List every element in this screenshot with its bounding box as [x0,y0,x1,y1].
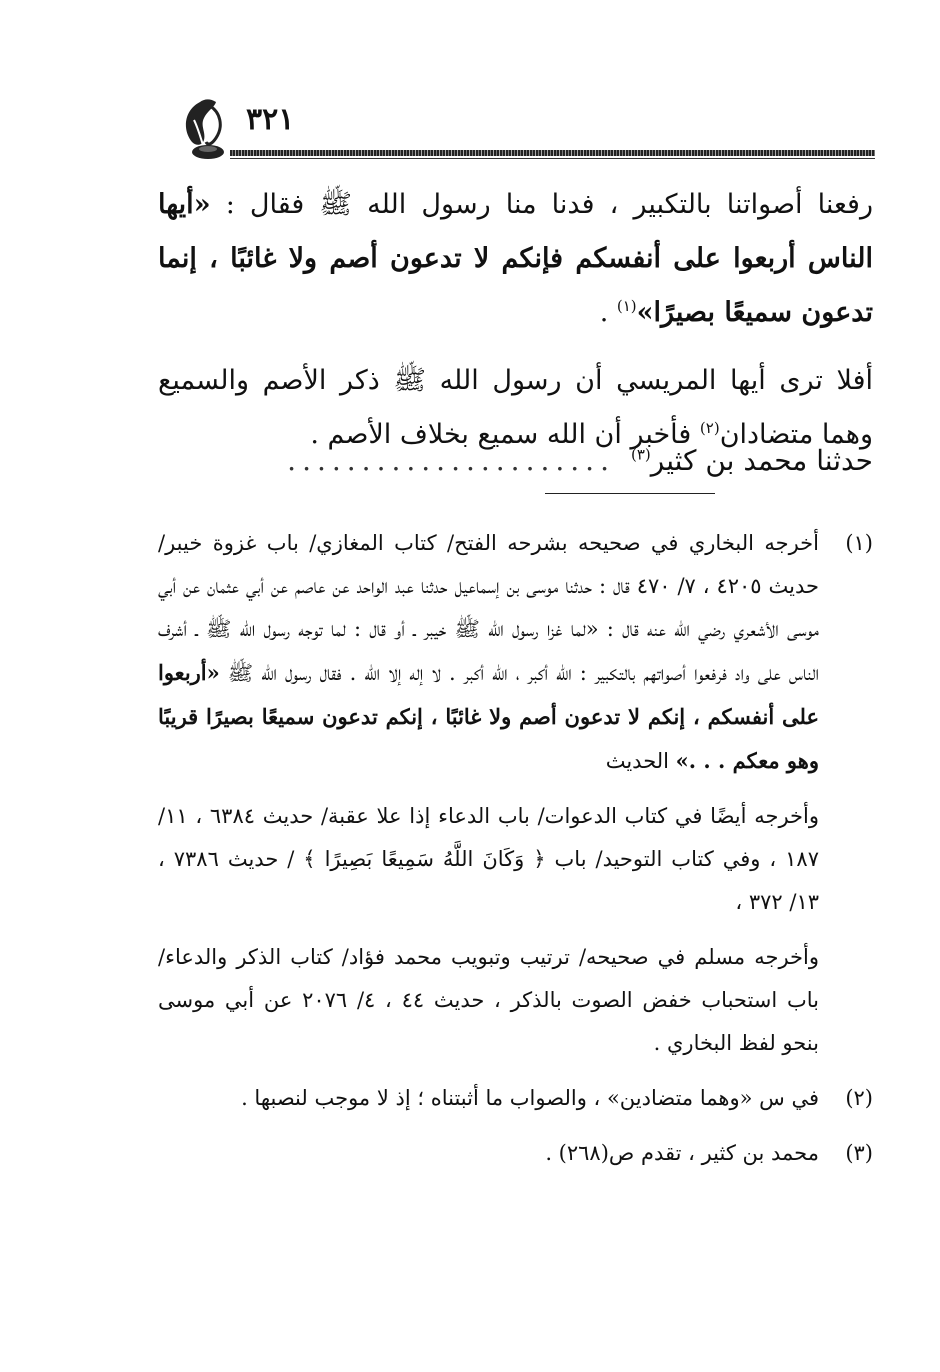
page-header [150,88,875,168]
f1-hadith-quote: «أربعوا على أنفسكم ، إنكم لا تدعون أصم ولا غائبًا ، إنكم تدعون سميعًا بصيرًا قريبًا وهو معكم . . .» [158,660,819,773]
header-rule-thin [230,158,875,159]
footnote-ref-2: (٢) [699,419,720,437]
p2-text: أفلا ترى أيها المريسي أن رسول الله ﷺ ذكر الأصم والسميع وهما متضادان [158,365,873,450]
p1-text: رفعنا أصواتنا بالتكبير ، فدنا منا رسول الله ﷺ فقال : [210,189,873,220]
footnote-2 [158,1077,873,1120]
p2-text-end: فأخبر أن الله سميع بخلاف الأصم . [310,419,700,450]
header-rule [230,150,875,156]
narration-text [631,444,873,477]
p1-end: . [599,297,617,328]
footnote-number: (١) [845,531,873,555]
footnote-1-muslim: وأخرجه مسلم في صحيحه/ ترتيب وتبويب محمد فؤاد/ كتاب الذكر والدعاء/ باب استحباب خفض الصوت بالذكر ، حديث ٤٤ ، ٤/ ٢٠٧٦ عن أبي موسى بنحو لفظ البخاري . [158,945,819,1055]
paragraph-1 [158,178,873,340]
footnote-number: (٢) [845,1086,873,1110]
footnote-number: (٣) [845,1141,873,1165]
footnote-ref-3: (٣) [630,445,651,464]
narrator-underline [545,493,715,494]
f1-text: أخرجه البخاري في صحيحه بشرحه الفتح/ كتاب المغازي/ باب غزوة خيبر/ حديث ٤٢٠٥ ، ٧/ ٤٧٠ قال : حدثنا موسى بن إسماعيل حدثنا عبد الواحد عن عاصم عن أبي عثمان عن أبي موسى الأشعري رضي الله عنه قال : «لما غزا رسول الله ﷺ خيبر ـ أو قال : لما توجه رسول الله ﷺ ـ أشرف الناس على واد فرفعوا أصواتهم بالتكبير : الله أكبر ، الله أكبر . لا إله إلا الله . فقال رسول الله ﷺ [158,531,819,685]
footnote-3 [158,1132,873,1175]
f1-text-end: الحديث [605,749,676,773]
footnote-1-continued: وأخرجه أيضًا في كتاب الدعوات/ باب الدعاء إذا علا عقبة/ حديث ٦٣٨٤ ، ١١/ ١٨٧ ، وفي كتاب التوحيد/ باب ﴿ وَكَانَ اللَّهُ سَمِيعًا بَصِيرًا ﴾ / حديث ٧٣٨٦ ، ١٣/ ٣٧٢ ، [158,804,819,914]
footnote-text [158,522,819,783]
p1-hadith-quote: «أيها الناس أربعوا على أنفسكم فإنكم لا تدعون أصم ولا غائبًا ، إنما تدعون سميعًا بصيرًا» [158,189,873,328]
narrator: حدثنا محمد بن كثير [650,444,873,477]
narration-line [158,444,873,477]
page-number: ٣٢١ [246,102,295,137]
footnote-ref-1: (١) [616,297,637,315]
footnote-text: في س «وهما متضادين» ، والصواب ما أثبتناه ؛ إذ لا موجب لنصبها . [241,1086,819,1110]
footnote-1 [158,522,873,783]
footnote-text: محمد بن كثير ، تقدم ص(٢٦٨) . [545,1141,819,1165]
main-text [158,178,873,476]
ellipsis-dots: ...................... [287,444,615,477]
footnotes [158,522,873,1187]
